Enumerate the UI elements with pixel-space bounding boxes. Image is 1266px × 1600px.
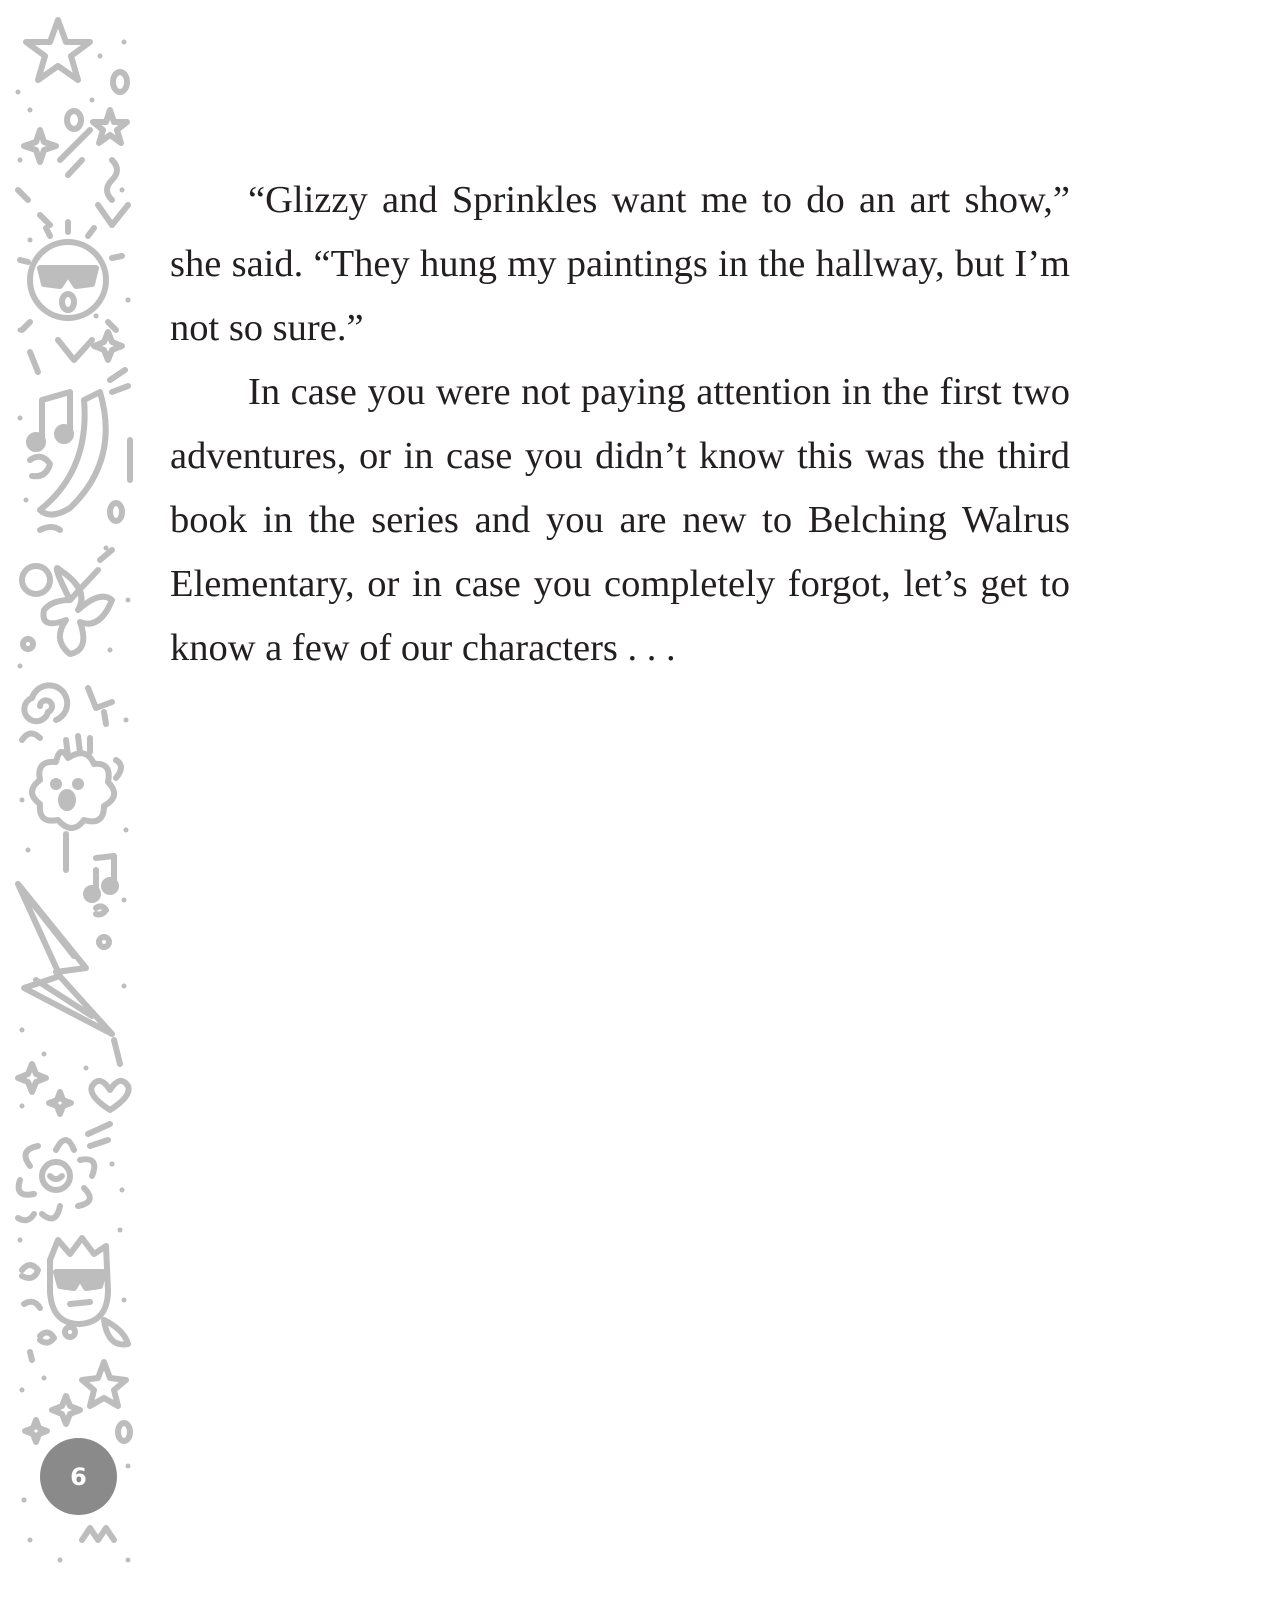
cool-face-icon [50,1238,108,1324]
sparkle-icon [18,1064,46,1092]
sparkle-icon [49,1092,71,1114]
sparkle-icon [24,130,56,162]
spiral-icon [24,685,67,721]
page-number-badge [40,1438,117,1515]
sparkle-icon [94,332,122,360]
sunglasses-face-icon [20,222,122,330]
heart-icon [91,1081,128,1110]
music-note-icon [29,392,71,449]
daisy-icon [19,1140,95,1219]
star-icon [93,110,127,143]
sparkle-icon [25,1420,47,1442]
star-icon [82,1362,126,1406]
butterfly-icon [43,568,112,654]
paragraph: “Glizzy and Sprinkles want me to do an art show,” she said. “They hung my paintings in the hallway, but I’m not so sure.” [170,179,1070,349]
flower-face-icon [32,752,114,870]
body-text [170,168,1070,680]
doodle-border [0,0,150,1600]
page-number: 6 [70,1462,87,1491]
paragraph: In case you were not paying attention in the first two adventures, or in case you didn’t know this was the third book in the series and you are new to Belching Walrus Elementary, or in case you completely forgot, let’s get to know a few of our characters . . . [170,371,1070,669]
sparkle-icon [52,1396,80,1424]
star-icon [26,20,90,80]
music-note-icon [86,856,116,900]
